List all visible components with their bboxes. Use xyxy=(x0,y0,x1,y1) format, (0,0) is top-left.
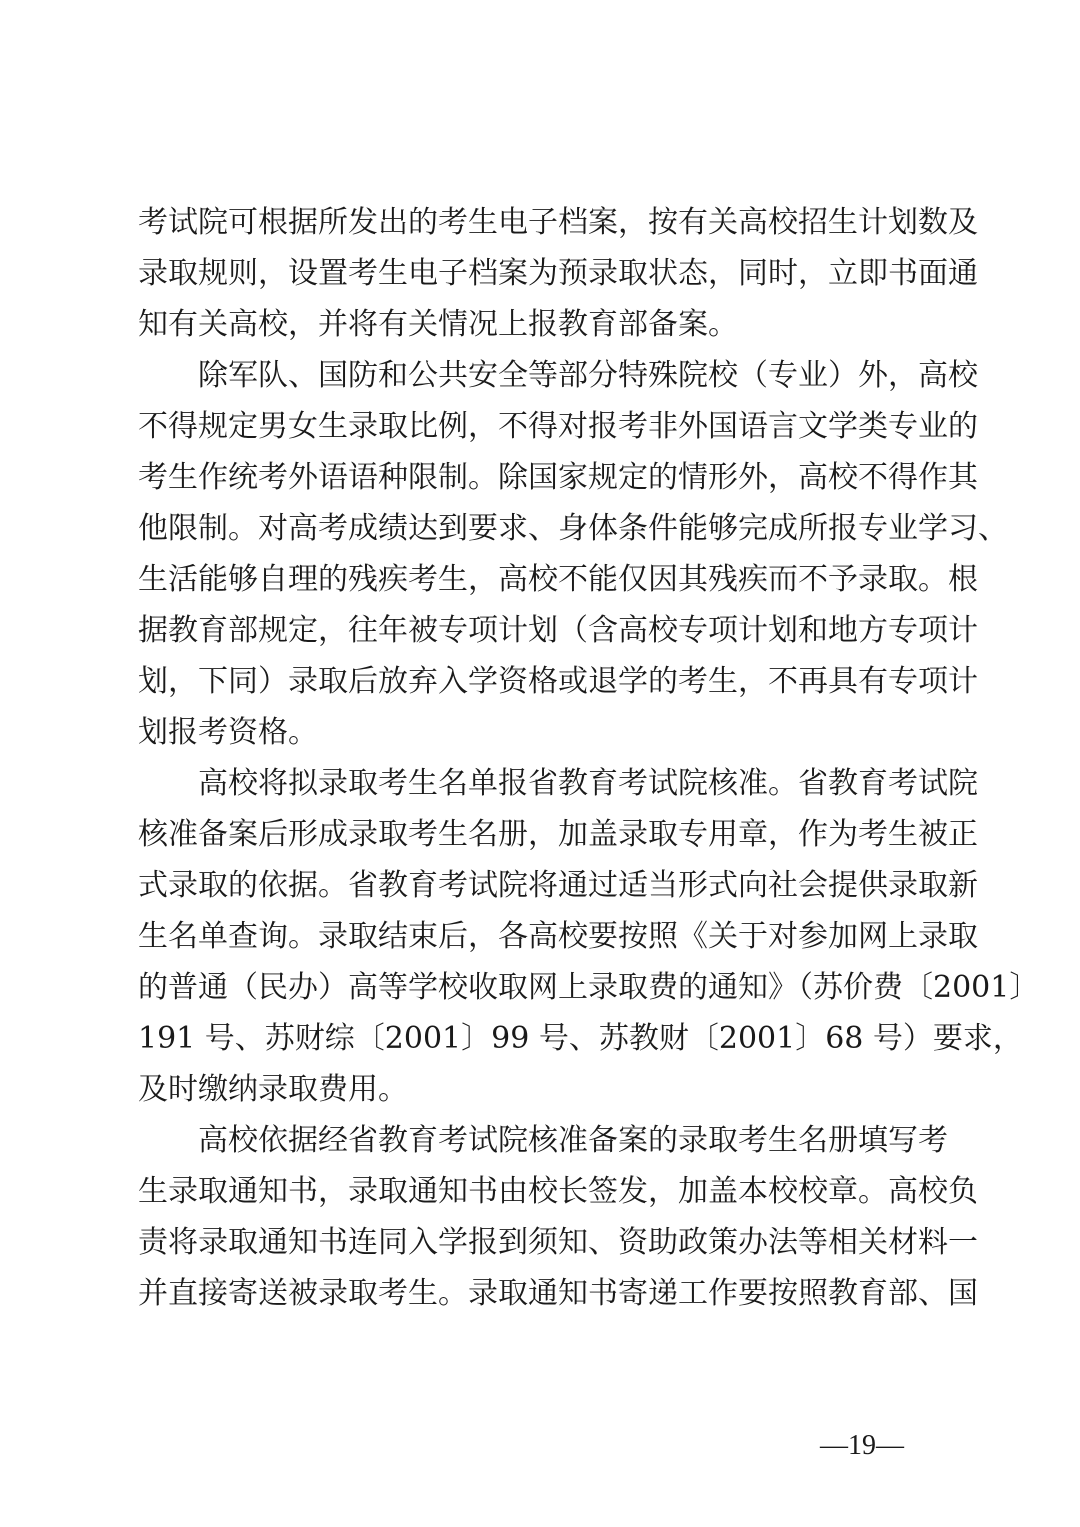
paragraph-2-line-2: 不得规定男女生录取比例，不得对报考非外国语言文学类专业的 xyxy=(138,409,978,444)
paragraph-2-line-5: 生活能够自理的残疾考生，高校不能仅因其残疾而不予录取。根 xyxy=(138,562,978,597)
paragraph-3-line-5: 的普通（民办）高等学校收取网上录取费的通知》（苏价费〔2001〕 xyxy=(138,970,1040,1005)
paragraph-4-line-3: 责将录取通知书连同入学报到须知、资助政策办法等相关材料一 xyxy=(138,1225,978,1260)
paragraph-3-line-7: 及时缴纳录取费用。 xyxy=(138,1072,408,1107)
paragraph-1-line-1: 考试院可根据所发出的考生电子档案，按有关高校招生计划数及 xyxy=(138,205,978,240)
paragraph-2-line-6: 据教育部规定，往年被专项计划（含高校专项计划和地方专项计 xyxy=(138,613,978,648)
paragraph-3-line-2: 核准备案后形成录取考生名册，加盖录取专用章，作为考生被正 xyxy=(138,817,978,852)
paragraph-3-line-4: 生名单查询。录取结束后，各高校要按照《关于对参加网上录取 xyxy=(138,919,978,954)
paragraph-2-line-7: 划，下同）录取后放弃入学资格或退学的考生，不再具有专项计 xyxy=(138,664,978,699)
paragraph-3-line-6: 191 号、苏财综〔2001〕99 号、苏教财〔2001〕68 号）要求， xyxy=(138,1021,1023,1056)
paragraph-1-line-2: 录取规则，设置考生电子档案为预录取状态，同时，立即书面通 xyxy=(138,256,978,291)
paragraph-2-line-1: 除军队、国防和公共安全等部分特殊院校（专业）外，高校 xyxy=(198,358,978,393)
paragraph-4-line-2: 生录取通知书，录取通知书由校长签发，加盖本校校章。高校负 xyxy=(138,1174,978,1209)
paragraph-2-line-8: 划报考资格。 xyxy=(138,715,318,750)
paragraph-1-line-3: 知有关高校，并将有关情况上报教育部备案。 xyxy=(138,307,738,342)
paragraph-4-line-4: 并直接寄送被录取考生。录取通知书寄递工作要按照教育部、国 xyxy=(138,1276,978,1311)
paragraph-4-line-1: 高校依据经省教育考试院核准备案的录取考生名册填写考 xyxy=(198,1123,948,1158)
page-number: —19— xyxy=(820,1430,904,1461)
paragraph-2-line-3: 考生作统考外语语种限制。除国家规定的情形外，高校不得作其 xyxy=(138,460,978,495)
paragraph-3-line-1: 高校将拟录取考生名单报省教育考试院核准。省教育考试院 xyxy=(198,766,978,801)
paragraph-2-line-4: 他限制。对高考成绩达到要求、身体条件能够完成所报专业学习、 xyxy=(138,511,1008,546)
paragraph-3-line-3: 式录取的依据。省教育考试院将通过适当形式向社会提供录取新 xyxy=(138,868,978,903)
